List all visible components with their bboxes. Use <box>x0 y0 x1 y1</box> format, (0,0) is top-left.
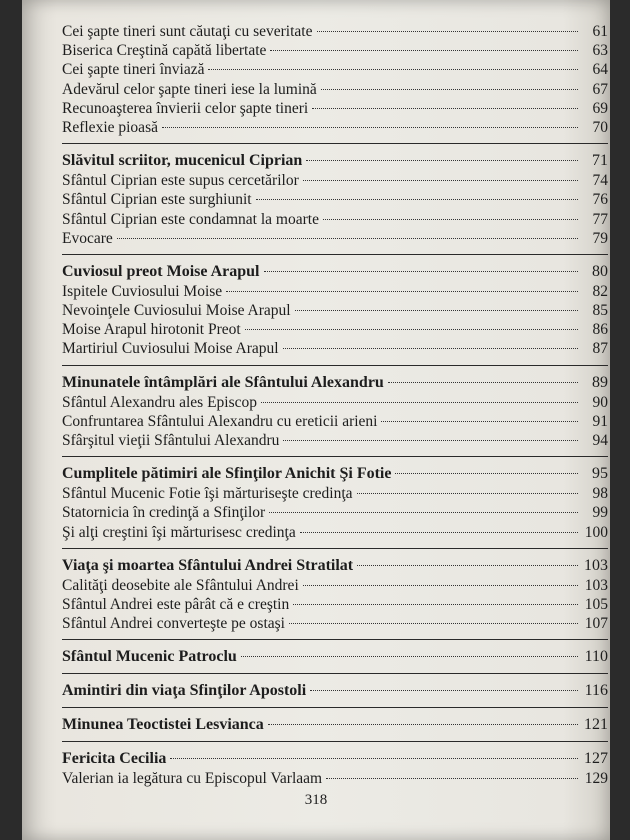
entry-title: Sfântul Andrei converteşte pe ostaşi <box>62 615 285 633</box>
toc-section <box>62 673 608 701</box>
toc-entry <box>62 484 608 503</box>
toc-section <box>62 456 608 542</box>
heading-title: Fericita Cecilia <box>62 750 167 768</box>
dot-leader <box>312 108 578 109</box>
entry-page: 98 <box>592 485 608 503</box>
dot-leader <box>300 532 578 533</box>
toc-heading <box>62 261 608 282</box>
entry-title: Sfântul Ciprian este surghiunit <box>62 191 252 209</box>
entry-page: 63 <box>592 42 608 60</box>
entry-page: 76 <box>592 191 608 209</box>
toc-heading <box>62 463 608 484</box>
heading-page: 71 <box>592 152 608 170</box>
entry-title: Ispitele Cuviosului Moise <box>62 282 223 300</box>
toc-entry <box>62 118 608 137</box>
entry-page: 91 <box>592 412 608 430</box>
heading-page: 95 <box>592 465 608 483</box>
entry-title: Sfântul Andrei este pârât că e creştin <box>62 595 290 613</box>
dot-leader <box>310 690 578 691</box>
heading-page: 121 <box>584 716 608 734</box>
dot-leader <box>303 180 578 181</box>
toc-section <box>62 548 608 634</box>
dot-leader <box>283 440 578 441</box>
entry-title: Nevoinţele Cuviosului Moise Arapul <box>62 302 291 320</box>
heading-title: Minunatele întâmplări ale Sfântului Alexandru <box>62 373 384 391</box>
entry-title: Cei şapte tineri sunt căutaţi cu severitate <box>62 23 313 40</box>
heading-page: 116 <box>584 682 608 700</box>
entry-page: 87 <box>592 340 608 358</box>
entry-page: 100 <box>584 523 608 541</box>
entry-page: 105 <box>584 595 608 613</box>
toc-entry <box>62 282 608 301</box>
dot-leader <box>268 724 578 725</box>
table-of-contents <box>62 22 608 789</box>
heading-page: 103 <box>584 556 608 574</box>
dot-leader <box>395 473 578 474</box>
entry-page: 82 <box>592 282 608 300</box>
toc-section <box>62 639 608 667</box>
entry-title: Sfârşitul vieţii Sfântului Alexandru <box>62 432 280 449</box>
toc-entry <box>62 503 608 522</box>
entry-title: Moise Arapul hirotonit Preot <box>62 321 241 339</box>
entry-title: Evocare <box>62 229 113 247</box>
dot-leader <box>303 585 578 586</box>
entry-page: 103 <box>584 576 608 594</box>
dot-leader <box>241 656 578 657</box>
dot-leader <box>269 512 578 513</box>
toc-entry <box>62 523 608 542</box>
entry-title: Biserica Creştină capătă libertate <box>62 42 267 60</box>
dot-leader <box>283 348 578 349</box>
toc-entry <box>62 769 608 788</box>
entry-title: Sfântul Ciprian este condamnat la moarte <box>62 210 319 228</box>
entry-page: 77 <box>592 210 608 228</box>
dot-leader <box>357 565 578 566</box>
toc-section <box>62 143 608 248</box>
heading-title: Cumplitele pătimiri ale Sfinţilor Anichit Şi Fotie <box>62 465 392 483</box>
entry-page: 85 <box>592 302 608 320</box>
toc-heading <box>62 646 608 667</box>
entry-page: 129 <box>584 770 608 788</box>
toc-section <box>62 707 608 735</box>
toc-entry <box>62 301 608 320</box>
dot-leader <box>256 199 578 200</box>
dot-leader <box>295 310 578 311</box>
toc-heading <box>62 372 608 393</box>
entry-title: Martiriul Cuviosului Moise Arapul <box>62 340 279 358</box>
entry-page: 107 <box>584 615 608 633</box>
entry-title: Sfântul Ciprian este supus cercetărilor <box>62 172 299 190</box>
heading-title: Viaţa şi moartea Sfântului Andrei Stratilat <box>62 556 354 574</box>
toc-heading <box>62 150 608 171</box>
entry-page: 61 <box>592 23 608 40</box>
heading-page: 80 <box>592 262 608 280</box>
heading-page: 127 <box>584 750 608 768</box>
toc-entry <box>62 339 608 358</box>
dot-leader <box>388 382 578 383</box>
heading-title: Slăvitul scriitor, mucenicul Ciprian <box>62 152 303 170</box>
dot-leader <box>306 160 578 161</box>
dot-leader <box>289 623 578 624</box>
entry-title: Sfântul Mucenic Fotie îşi mărturiseşte credinţa <box>62 485 353 503</box>
dot-leader <box>208 69 578 70</box>
entry-page: 86 <box>592 321 608 339</box>
dot-leader <box>270 50 578 51</box>
toc-entry <box>62 393 608 412</box>
toc-heading <box>62 714 608 735</box>
entry-page: 70 <box>592 118 608 136</box>
entry-title: Statornicia în credinţă a Sfinţilor <box>62 504 266 522</box>
toc-section <box>62 22 608 137</box>
dot-leader <box>326 778 578 779</box>
toc-heading <box>62 680 608 701</box>
toc-entry <box>62 171 608 190</box>
toc-section <box>62 254 608 359</box>
dot-leader <box>317 31 579 32</box>
toc-entry <box>62 22 608 41</box>
entry-title: Şi alţi creştini îşi mărturisesc credinţa <box>62 523 296 541</box>
toc-entry <box>62 431 608 450</box>
entry-title: Recunoaşterea învierii celor şapte tineri <box>62 99 309 117</box>
dot-leader <box>381 421 578 422</box>
dot-leader <box>261 402 578 403</box>
entry-page: 67 <box>592 80 608 98</box>
heading-title: Cuviosul preot Moise Arapul <box>62 262 260 280</box>
entry-page: 64 <box>592 61 608 79</box>
entry-page: 90 <box>592 393 608 411</box>
toc-heading <box>62 555 608 576</box>
dot-leader <box>323 219 578 220</box>
entry-page: 79 <box>592 229 608 247</box>
toc-entry <box>62 614 608 633</box>
heading-page: 110 <box>584 648 608 666</box>
dot-leader <box>117 238 578 239</box>
dot-leader <box>293 604 578 605</box>
toc-entry <box>62 210 608 229</box>
entry-title: Calităţi deosebite ale Sfântului Andrei <box>62 576 299 594</box>
entry-page: 94 <box>592 432 608 449</box>
toc-entry <box>62 99 608 118</box>
dot-leader <box>321 89 578 90</box>
dot-leader <box>264 271 579 272</box>
dot-leader <box>170 758 578 759</box>
entry-page: 69 <box>592 99 608 117</box>
entry-page: 99 <box>592 504 608 522</box>
toc-entry <box>62 190 608 209</box>
toc-section <box>62 741 608 788</box>
heading-title: Minunea Teoctistei Lesvianca <box>62 716 264 734</box>
heading-page: 89 <box>592 373 608 391</box>
toc-entry <box>62 229 608 248</box>
toc-entry <box>62 412 608 431</box>
toc-entry <box>62 41 608 60</box>
dot-leader <box>226 291 578 292</box>
toc-entry <box>62 80 608 99</box>
dot-leader <box>162 127 578 128</box>
entry-title: Sfântul Alexandru ales Episcop <box>62 393 257 411</box>
book-page <box>22 0 610 840</box>
toc-entry <box>62 60 608 79</box>
heading-title: Amintiri din viaţa Sfinţilor Apostoli <box>62 682 307 700</box>
entry-title: Reflexie pioasă <box>62 118 158 136</box>
entry-title: Adevărul celor şapte tineri iese la lumină <box>62 80 317 98</box>
entry-title: Cei şapte tineri înviază <box>62 61 205 79</box>
heading-title: Sfântul Mucenic Patroclu <box>62 648 237 666</box>
entry-title: Valerian ia legătura cu Episcopul Varlaam <box>62 770 323 788</box>
entry-title: Confruntarea Sfântului Alexandru cu ereticii arieni <box>62 412 378 430</box>
toc-entry <box>62 595 608 614</box>
toc-entry <box>62 320 608 339</box>
dot-leader <box>357 493 578 494</box>
toc-entry <box>62 576 608 595</box>
toc-section <box>62 365 608 451</box>
page-number: 318 <box>304 792 328 808</box>
toc-heading <box>62 748 608 769</box>
entry-page: 74 <box>592 172 608 190</box>
dot-leader <box>245 329 578 330</box>
